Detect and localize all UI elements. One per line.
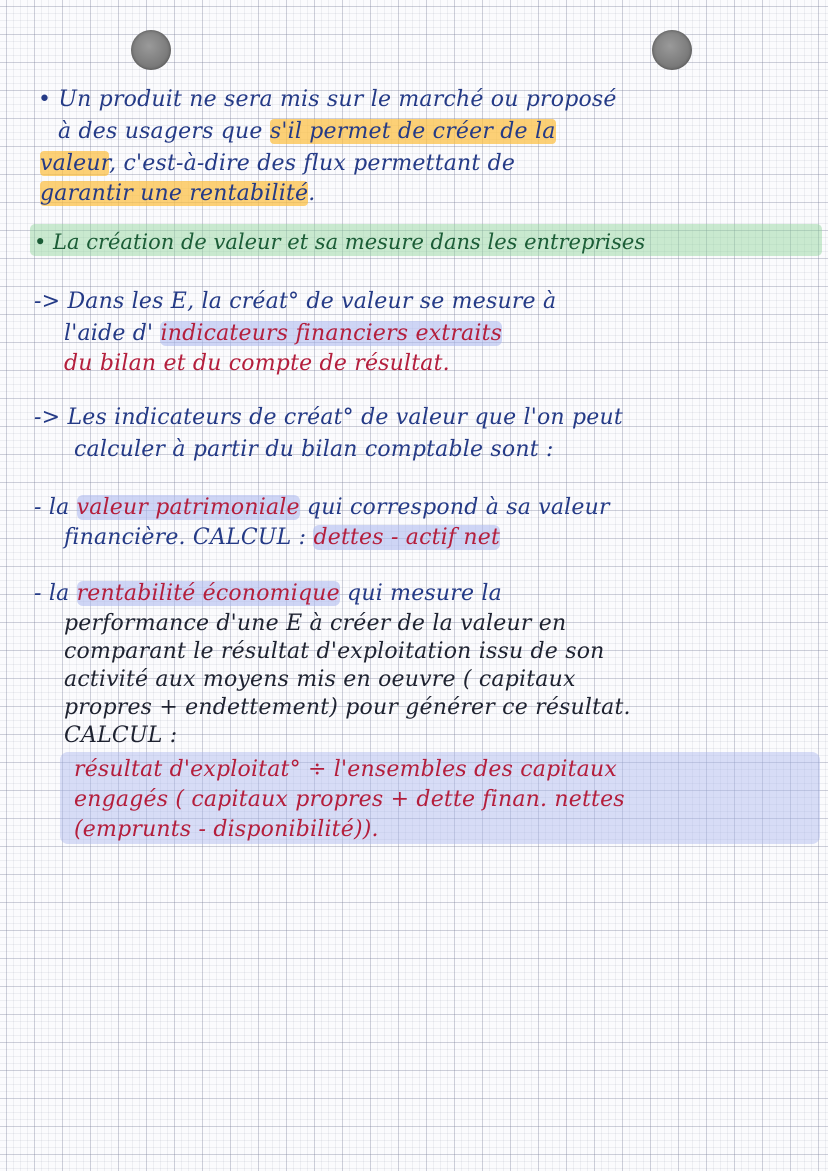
- p3-line-2: financière. CALCUL : dettes - actif net: [64, 525, 501, 550]
- binder-hole-left: [131, 30, 171, 70]
- highlight-valeur-patrimoniale: valeur patrimoniale: [76, 495, 300, 520]
- p4-formula-line-2: engagés ( capitaux propres + dette finan. nettes: [74, 787, 625, 812]
- p4-line-4: activité aux moyens mis en oeuvre ( capitaux: [64, 667, 576, 692]
- p4-line-1: - la rentabilité économique qui mesure la: [34, 581, 502, 606]
- p4-line-5: propres + endettement) pour générer ce résultat.: [64, 695, 631, 720]
- p4-line-6: CALCUL :: [64, 723, 178, 748]
- p4-line-2: performance d'une E à créer de la valeur en: [64, 611, 567, 636]
- highlight-valeur: valeur: [40, 151, 110, 176]
- highlight-rentabilite-economique: rentabilité économique: [76, 581, 340, 606]
- p3-line-1: - la valeur patrimoniale qui correspond à sa valeur: [34, 495, 610, 520]
- intro-line-4: garantir une rentabilité.: [40, 181, 316, 206]
- p4-line-3: comparant le résultat d'exploitation issu de son: [64, 639, 605, 664]
- intro-line-3: valeur, c'est-à-dire des flux permettant de: [40, 151, 516, 176]
- highlight-create-value: s'il permet de créer de la: [269, 119, 556, 144]
- p2-line-1: -> Les indicateurs de créat° de valeur que l'on peut: [34, 405, 623, 430]
- p1-line-2: l'aide d' indicateurs financiers extraits: [64, 321, 503, 346]
- p2-line-2: calculer à partir du bilan comptable sont :: [74, 437, 554, 462]
- p1-line-1: -> Dans les E, la créat° de valeur se mesure à: [34, 289, 557, 314]
- formula-valeur-patrimoniale: dettes - actif net: [313, 525, 501, 550]
- intro-line-2: à des usagers que s'il permet de créer de la: [58, 119, 556, 144]
- highlight-rentabilite: garantir une rentabilité: [40, 181, 309, 206]
- section-title: • La création de valeur et sa mesure dans les entreprises: [34, 230, 646, 254]
- p4-formula-line-1: résultat d'exploitat° ÷ l'ensembles des capitaux: [74, 757, 617, 782]
- p1-line-3: du bilan et du compte de résultat.: [64, 351, 450, 376]
- intro-line-1: • Un produit ne sera mis sur le marché ou proposé: [38, 87, 617, 112]
- binder-hole-right: [652, 30, 692, 70]
- p4-formula-line-3: (emprunts - disponibilité)).: [74, 817, 379, 842]
- highlight-indicateurs: indicateurs financiers extraits: [160, 321, 503, 346]
